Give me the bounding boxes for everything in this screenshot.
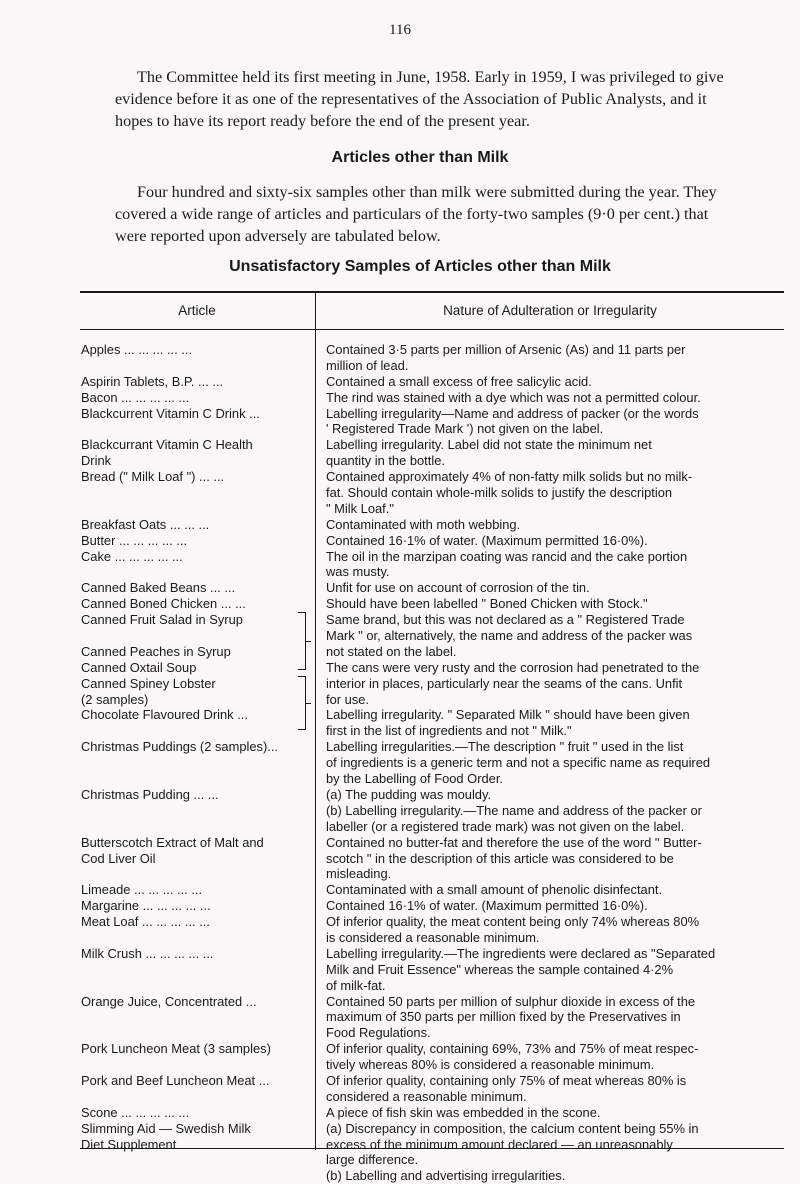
article-line [81, 358, 313, 374]
nature-line: Labelling irregularity. Label did not state the minimum net [326, 437, 652, 453]
nature-line: Contained 3·5 parts per million of Arsenic (As) and 11 parts per [326, 342, 686, 357]
table-rule-top [80, 291, 784, 293]
nature-line: fat. Should contain whole-milk solids to justify the description [326, 485, 673, 501]
nature-line: not stated on the label. [326, 643, 457, 659]
article-line: Milk Crush ... ... ... ... ... [81, 945, 214, 961]
article-line: Pork Luncheon Meat (3 samples) [81, 1041, 271, 1057]
nature-line: considered a reasonable minimum. [326, 1088, 527, 1104]
nature-line: Labelling irregularity—Name and address of packer (or the words [326, 405, 699, 421]
article-line [81, 866, 313, 882]
article-line [81, 628, 313, 644]
article-line: Scone ... ... ... ... ... [81, 1104, 190, 1120]
nature-line: of ingredients is a generic term and not a specific name as required [326, 755, 711, 771]
nature-line: Same brand, but this was not declared as a " Registered Trade [326, 612, 685, 628]
article-line: Drink [81, 453, 112, 469]
brace-fruit-peaches [298, 612, 306, 670]
article-line [81, 1057, 313, 1073]
page-number: 116 [389, 22, 411, 38]
article-line: Bacon ... ... ... ... ... [81, 389, 190, 405]
nature-line: Of inferior quality, containing only 75% of meat whereas 80% is [326, 1072, 687, 1088]
article-line: Christmas Puddings (2 samples)... [81, 739, 279, 755]
nature-line: maximum of 350 parts per million fixed by the Preservatives in [326, 1009, 681, 1025]
column-header-nature: Nature of Adulteration or Irregularity [443, 303, 657, 318]
article-line: Christmas Pudding ... ... [81, 786, 219, 802]
article-line: Butterscotch Extract of Malt and [81, 834, 264, 850]
nature-line: is considered a reasonable minimum. [326, 929, 540, 945]
table-rule-header [80, 329, 784, 330]
nature-line: The rind was stained with a dye which was not a permitted colour. [326, 389, 701, 405]
nature-line: (b) Labelling irregularity.—The name and address of the packer or [326, 802, 702, 818]
article-line [81, 930, 313, 946]
article-line: Blackcurrent Vitamin C Drink ... [81, 405, 260, 421]
nature-line: Labelling irregularity.—The ingredients were declared as "Separated [326, 945, 716, 961]
article-line: Canned Spiney Lobster [81, 675, 216, 691]
article-line [81, 803, 313, 819]
article-line [81, 1025, 313, 1041]
article-line: Cake ... ... ... ... ... [81, 548, 183, 564]
article-line: Canned Baked Beans ... ... [81, 580, 236, 596]
nature-line: (b) Labelling and advertising irregularities. [326, 1168, 566, 1184]
article-line [81, 421, 313, 437]
article-line [81, 501, 313, 517]
intro-paragraph: The Committee held its first meeting in June, 1958. Early in 1959, I was privileged to give evidence before it as one of the representatives of the Association of Public Analysts, and it hopes to have its report ready before the end of the present year. [115, 68, 724, 130]
table-rule-bottom [80, 1148, 784, 1149]
nature-line: for use. [326, 691, 369, 707]
nature-line: (a) Discrepancy in composition, the calcium content being 55% in [326, 1120, 699, 1136]
nature-line: tively whereas 80% is considered a reasonable minimum. [326, 1057, 655, 1073]
section-heading: Articles other than Milk [331, 149, 509, 166]
article-line: Margarine ... ... ... ... ... [81, 898, 211, 914]
brace-oxtail-lobster [298, 676, 306, 730]
article-line: Meat Loaf ... ... ... ... ... [81, 914, 210, 930]
article-line [81, 962, 313, 978]
nature-line: labeller (or a registered trade mark) was not given on the label. [326, 818, 685, 834]
nature-line: Contained 16·1% of water. (Maximum permitted 16·0%). [326, 898, 648, 914]
nature-line: Contaminated with a small amount of phenolic disinfectant. [326, 882, 663, 898]
table-title: Unsatisfactory Samples of Articles other than Milk [229, 258, 611, 275]
article-line: Slimming Aid — Swedish Milk [81, 1120, 251, 1136]
article-line: Diet Supplement [81, 1136, 177, 1152]
article-line: Bread (" Milk Loaf ") ... ... [81, 469, 225, 485]
article-line: Pork and Beef Luncheon Meat ... [81, 1072, 270, 1088]
article-line: Chocolate Flavoured Drink ... [81, 707, 248, 723]
nature-line: (a) The pudding was mouldy. [326, 786, 492, 802]
nature-line: Contained approximately 4% of non-fatty milk solids but no milk- [326, 469, 693, 485]
article-line: Aspirin Tablets, B.P. ... ... [81, 373, 224, 389]
nature-line: million of lead. [326, 357, 409, 373]
article-column [81, 342, 313, 1152]
nature-line: Mark " or, alternatively, the name and address of the packer was [326, 628, 693, 644]
article-line [81, 755, 313, 771]
nature-line: The oil in the marzipan coating was rancid and the cake portion [326, 548, 688, 564]
article-line [81, 1089, 313, 1105]
nature-line: by the Labelling of Food Order. [326, 771, 504, 787]
article-line: Blackcurrant Vitamin C Health [81, 437, 253, 453]
nature-line: Unfit for use on account of corrosion of the tin. [326, 580, 590, 596]
article-line: Canned Boned Chicken ... ... [81, 596, 246, 612]
nature-line: Contained 16·1% of water. (Maximum permitted 16·0%). [326, 532, 648, 548]
nature-line: Of inferior quality, containing 69%, 73% and 75% of meat respec- [326, 1041, 699, 1057]
nature-line: Labelling irregularities.—The description " fruit " used in the list [326, 739, 684, 755]
article-line: Canned Oxtail Soup [81, 659, 197, 675]
nature-line: Food Regulations. [326, 1025, 431, 1041]
article-line: Butter ... ... ... ... ... [81, 532, 188, 548]
nature-line: misleading. [326, 866, 392, 882]
article-line [81, 485, 313, 501]
article-line: Limeade ... ... ... ... ... [81, 882, 203, 898]
article-line [81, 819, 313, 835]
nature-line: Of inferior quality, the meat content being only 74% whereas 80% [326, 914, 700, 930]
table-column-divider [315, 292, 316, 1150]
nature-line: A piece of fish skin was embedded in the scone. [326, 1104, 601, 1120]
nature-line: ' Registered Trade Mark ') not given on the label. [326, 421, 604, 437]
nature-line: Contained no butter-fat and therefore the use of the word " Butter- [326, 834, 702, 850]
article-line [81, 564, 313, 580]
article-line: Canned Peaches in Syrup [81, 643, 231, 659]
nature-line: Contained 50 parts per million of sulphur dioxide in excess of the [326, 993, 696, 1009]
nature-line: " Milk Loaf." [326, 500, 394, 516]
nature-line: was musty. [326, 564, 390, 580]
nature-line: Labelling irregularity. " Separated Milk " should have been given [326, 707, 690, 723]
nature-line: Contained a small excess of free salicylic acid. [326, 373, 592, 389]
nature-line: excess of the minimum amount declared — an unreasonably [326, 1136, 673, 1152]
article-line [81, 978, 313, 994]
nature-line: Should have been labelled " Boned Chicken with Stock." [326, 596, 648, 612]
nature-line: large difference. [326, 1152, 419, 1168]
nature-line: Milk and Fruit Essence" whereas the sample contained 4·2% [326, 961, 674, 977]
article-line: Cod Liver Oil [81, 850, 156, 866]
article-line: Apples ... ... ... ... ... [81, 342, 193, 357]
article-line [81, 771, 313, 787]
nature-line: The cans were very rusty and the corrosion had penetrated to the [326, 659, 700, 675]
nature-line: Contaminated with moth webbing. [326, 516, 521, 532]
article-line [81, 723, 313, 739]
article-line: Breakfast Oats ... ... ... [81, 516, 210, 532]
nature-line: first in the list of ingredients and not " Milk." [326, 723, 572, 739]
nature-line: scotch " in the description of this article was considered to be [326, 850, 674, 866]
nature-line: quantity in the bottle. [326, 453, 445, 469]
nature-column [326, 342, 784, 1184]
article-line [81, 1009, 313, 1025]
article-line: (2 samples) [81, 691, 149, 707]
nature-line: of milk-fat. [326, 977, 386, 993]
section-paragraph: Four hundred and sixty-six samples other than milk were submitted during the year. They covered a wide range of articles and particulars of the forty-two samples (9·0 per cent.) that were reported upon adversely are tabulated below. [115, 183, 717, 245]
article-line: Canned Fruit Salad in Syrup [81, 612, 243, 628]
nature-line: interior in places, particularly near the seams of the cans. Unfit [326, 675, 683, 691]
article-line: Orange Juice, Concentrated ... [81, 993, 257, 1009]
column-header-article: Article [178, 303, 216, 318]
